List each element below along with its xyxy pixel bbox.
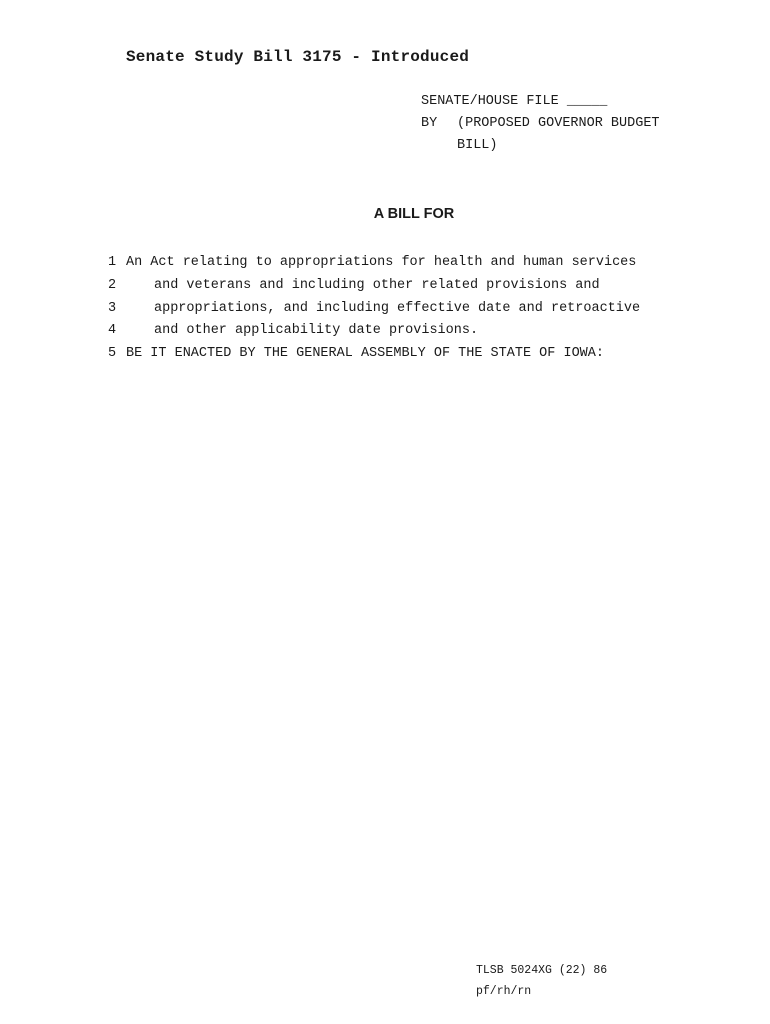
line-number: 4 [108,323,117,339]
bill-line-5 [108,343,640,366]
bill-lines [108,252,640,366]
bill-line-4 [108,320,640,343]
line-text: and other applicability date provisions. [154,323,479,339]
line-text: appropriations, and including effective date and retroactive [154,300,641,316]
document-title: Senate Study Bill 3175 - Introduced [126,48,470,66]
footer-initials: pf/rh/rn [476,985,532,998]
footer-code: TLSB 5024XG (22) 86 [476,964,608,977]
line-number: 3 [108,300,117,316]
line-number: 2 [108,277,117,293]
file-block [421,91,660,157]
by-label: BY [421,116,438,131]
line-number: 1 [108,255,117,270]
bill-line-1 [108,252,640,275]
by-text-2: BILL) [457,138,498,153]
by-row [421,113,660,135]
bill-heading: A BILL FOR [373,206,455,222]
file-line: SENATE/HOUSE FILE _____ [421,94,608,109]
by-text-1: (PROPOSED GOVERNOR BUDGET [457,116,660,131]
line-number: 5 [108,346,117,362]
bill-line-2 [108,275,640,298]
line-text: BE IT ENACTED BY THE GENERAL ASSEMBLY OF THE STATE OF IOWA: [126,346,604,362]
line-text: An Act relating to appropriations for health and human services [126,255,637,270]
footer [476,960,607,1002]
line-text: and veterans and including other related provisions and [154,277,600,293]
bill-line-3 [108,298,640,321]
